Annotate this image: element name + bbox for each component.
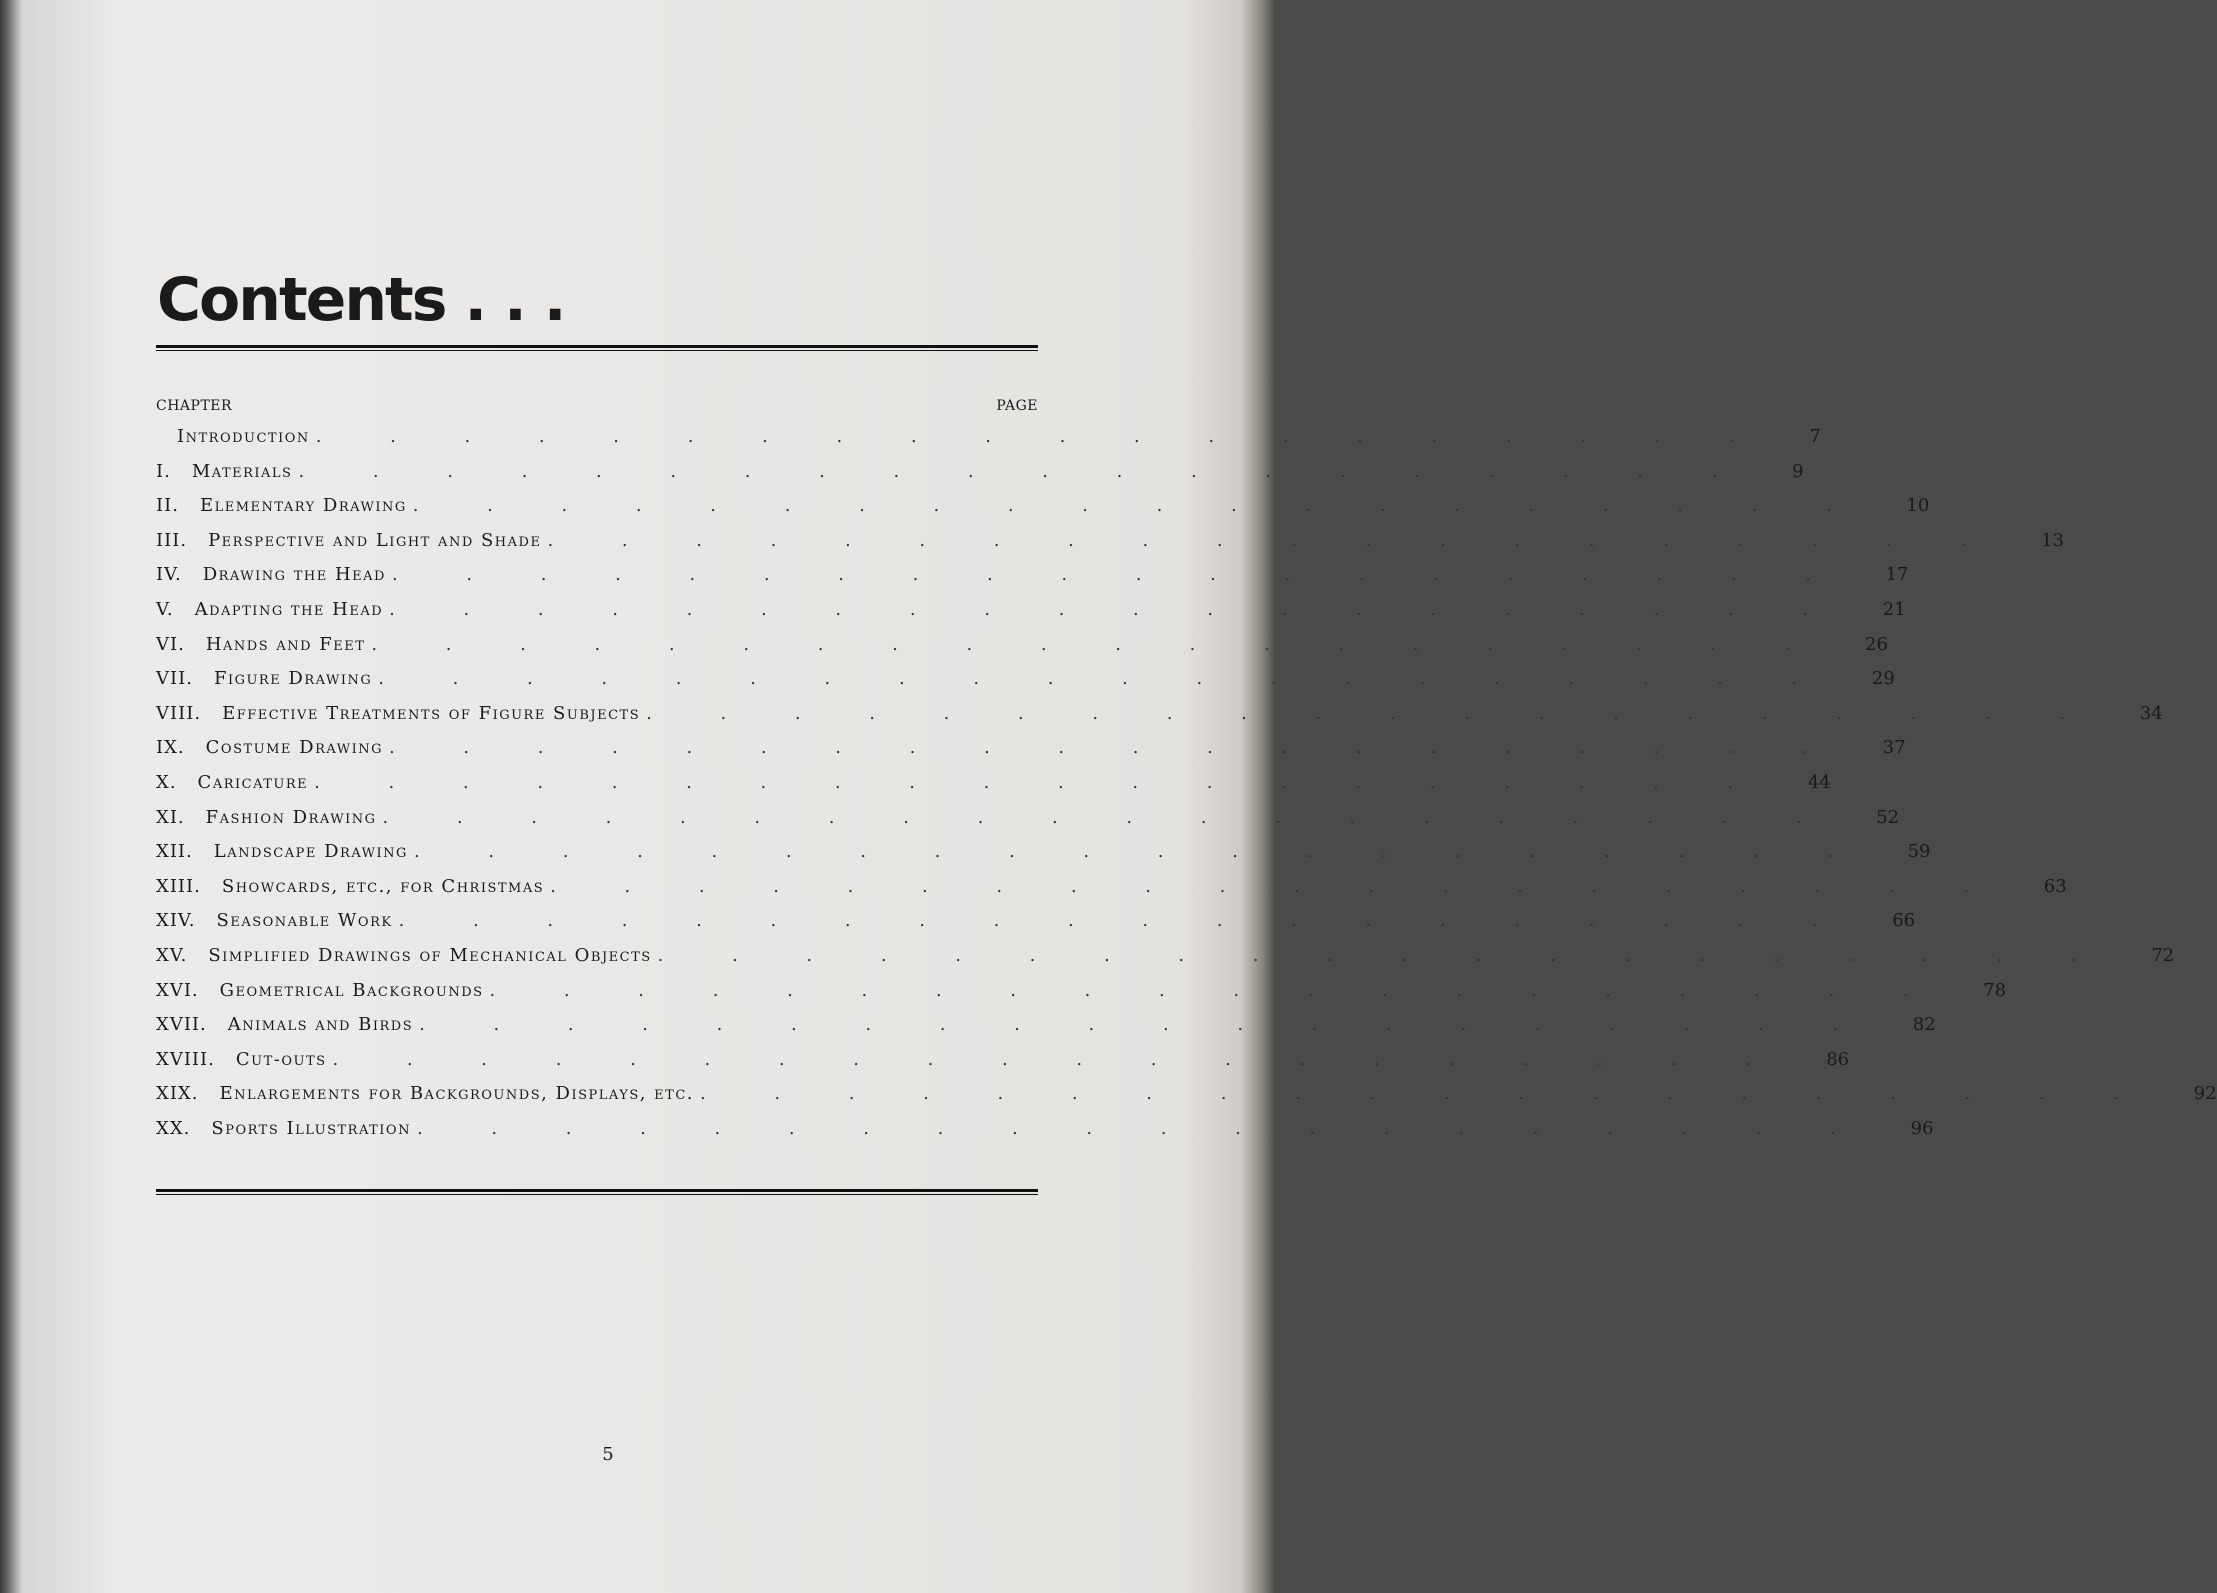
toc-entry[interactable] <box>156 702 2163 738</box>
dot-leader: . . . . . . . . . . . . . . . . . . . . <box>314 771 1802 793</box>
page-ref: 44 <box>1807 771 1831 793</box>
chapter-number: XVIII. <box>156 1048 215 1070</box>
chapter-number: XIV. <box>156 910 196 932</box>
toc-entry[interactable] <box>156 564 1909 599</box>
dot-leader: . . . . . . . . . . . . . . . . . . . . <box>332 1048 1821 1070</box>
page-ref: 34 <box>2139 702 2163 724</box>
chapter-number: XIII. <box>156 875 201 897</box>
page-ref: 29 <box>1871 668 1895 690</box>
chapter-number: XX. <box>156 1117 191 1139</box>
page-ref: 82 <box>1912 1014 1936 1036</box>
toc-entry[interactable] <box>156 633 1888 669</box>
dot-leader: . . . . . . . . . . . . . . . . . . . . <box>413 841 1902 863</box>
toc-entry[interactable] <box>156 910 1916 945</box>
page-ref: 52 <box>1876 806 1900 828</box>
dot-leader: . . . . . . . . . . . . . . . . . . . . <box>389 598 1877 620</box>
page-ref: 63 <box>2043 875 2067 897</box>
page-ref: 10 <box>1906 495 1930 517</box>
toc-entry[interactable] <box>156 1048 1850 1084</box>
page-ref: 72 <box>2151 944 2175 966</box>
page-ref: 59 <box>1907 841 1931 863</box>
chapter-title: Costume Drawing <box>205 737 383 759</box>
toc-entry[interactable] <box>156 529 2064 565</box>
top-rule <box>156 345 1038 351</box>
chapter-number: IX. <box>156 737 185 759</box>
dot-leader: . . . . . . . . . . . . . . . . . . . . <box>382 806 1871 828</box>
chapter-number: XIX. <box>156 1083 199 1105</box>
toc-entry[interactable] <box>156 460 1804 496</box>
page-ref: 26 <box>1865 633 1888 655</box>
dot-leader: . . . . . . . . . . . . . . . . . . . . <box>419 1014 1907 1036</box>
dot-leader: . . . . . . . . . . . . . . . . . . . . <box>398 910 1887 932</box>
dot-leader: . . . . . . . . . . . . . . . . . . . . <box>646 702 2134 724</box>
toc-entry[interactable] <box>156 426 1821 461</box>
chapter-number: XVII. <box>156 1014 207 1036</box>
bottom-rule <box>156 1189 1038 1195</box>
toc-entry[interactable] <box>156 1117 1934 1153</box>
toc-entry[interactable] <box>156 668 1895 703</box>
chapter-title: Landscape Drawing <box>213 841 408 863</box>
chapter-title: Simplified Drawings of Mechanical Objects <box>208 944 652 966</box>
page-ref: 7 <box>1809 426 1821 447</box>
page-title: Contents . . . <box>157 265 565 335</box>
toc-entry[interactable] <box>156 1083 2217 1118</box>
dot-leader: . . . . . . . . . . . . . . . . . . . . <box>298 460 1787 482</box>
toc-entry[interactable] <box>156 737 1906 772</box>
chapter-number: I. <box>156 460 171 482</box>
chapter-title: Cut-outs <box>235 1048 327 1070</box>
dot-leader: . . . . . . . . . . . . . . . . . . . . <box>315 426 1804 447</box>
chapter-title: Enlargements for Backgrounds, Displays, etc. <box>219 1083 695 1105</box>
chapter-title: Geometrical Backgrounds <box>219 979 484 1001</box>
chapter-title: Fashion Drawing <box>205 806 377 828</box>
page-header: PAGE <box>996 398 1038 414</box>
chapter-title: Drawing the Head <box>202 564 386 586</box>
dot-leader: . . . . . . . . . . . . . . . . . . . . <box>378 668 1866 690</box>
chapter-number: VI. <box>156 633 185 655</box>
toc-entry[interactable] <box>156 979 2007 1015</box>
toc-entry[interactable] <box>156 944 2175 980</box>
chapter-title: Adapting the Head <box>194 598 384 620</box>
toc-entry[interactable] <box>156 1014 1936 1049</box>
page-ref: 21 <box>1882 598 1906 620</box>
toc-entry[interactable] <box>156 875 2067 911</box>
chapter-title: Seasonable Work <box>216 910 393 932</box>
toc-entry[interactable] <box>156 841 1931 876</box>
chapter-title: Elementary Drawing <box>199 495 407 517</box>
chapter-number: XII. <box>156 841 193 863</box>
chapter-number: V. <box>156 598 174 620</box>
chapter-title: Hands and Feet <box>205 633 366 655</box>
page-ref: 78 <box>1983 979 2007 1001</box>
page-ref: 96 <box>1910 1117 1934 1139</box>
chapter-header: CHAPTER <box>156 398 233 414</box>
toc-list <box>156 426 2217 1152</box>
dot-leader: . . . . . . . . . . . . . . . . . . . . <box>550 875 2038 897</box>
dot-leader: . . . . . . . . . . . . . . . . . . . . <box>547 529 2036 551</box>
chapter-title: Introduction <box>177 426 310 447</box>
chapter-number: IV. <box>156 564 182 586</box>
dot-leader: . . . . . . . . . . . . . . . . . . . . <box>391 564 1880 586</box>
dot-leader: . . . . . . . . . . . . . . . . . . . . <box>489 979 1978 1001</box>
chapter-title: Showcards, etc., for Christmas <box>221 875 545 897</box>
page-ref: 66 <box>1892 910 1916 932</box>
chapter-title: Animals and Birds <box>227 1014 414 1036</box>
dot-leader: . . . . . . . . . . . . . . . . . . . . <box>388 737 1877 759</box>
chapter-title: Caricature <box>197 771 309 793</box>
toc-entry[interactable] <box>156 806 1900 842</box>
page-ref: 9 <box>1792 460 1804 482</box>
chapter-title: Effective Treatments of Figure Subjects <box>222 702 641 724</box>
page-ref: 37 <box>1882 737 1906 759</box>
chapter-number: XV. <box>156 944 188 966</box>
page-ref: 86 <box>1826 1048 1850 1070</box>
chapter-title: Figure Drawing <box>213 668 373 690</box>
toc-entry[interactable] <box>156 771 1831 807</box>
chapter-title: Materials <box>191 460 293 482</box>
page-number: 5 <box>602 1444 614 1465</box>
toc-entry[interactable] <box>156 495 1930 530</box>
page-ref: 13 <box>2041 529 2064 551</box>
chapter-number: III. <box>156 529 188 551</box>
chapter-number: VII. <box>156 668 193 690</box>
chapter-title: Perspective and Light and Shade <box>208 529 542 551</box>
page-ref: 92 <box>2193 1083 2217 1105</box>
page-ref: 17 <box>1885 564 1909 586</box>
dot-leader: . . . . . . . . . . . . . . . . . . . . <box>700 1083 2188 1105</box>
dot-leader: . . . . . . . . . . . . . . . . . . . . <box>371 633 1860 655</box>
chapter-number: II. <box>156 495 179 517</box>
dot-leader: . . . . . . . . . . . . . . . . . . . . <box>657 944 2146 966</box>
chapter-title: Sports Illustration <box>211 1117 411 1139</box>
chapter-number: XVI. <box>156 979 199 1001</box>
chapter-number: VIII. <box>156 702 202 724</box>
dot-leader: . . . . . . . . . . . . . . . . . . . . <box>416 1117 1905 1139</box>
chapter-number: XI. <box>156 806 185 828</box>
dot-leader: . . . . . . . . . . . . . . . . . . . . <box>412 495 1901 517</box>
toc-entry[interactable] <box>156 598 1906 634</box>
chapter-number: X. <box>156 771 177 793</box>
